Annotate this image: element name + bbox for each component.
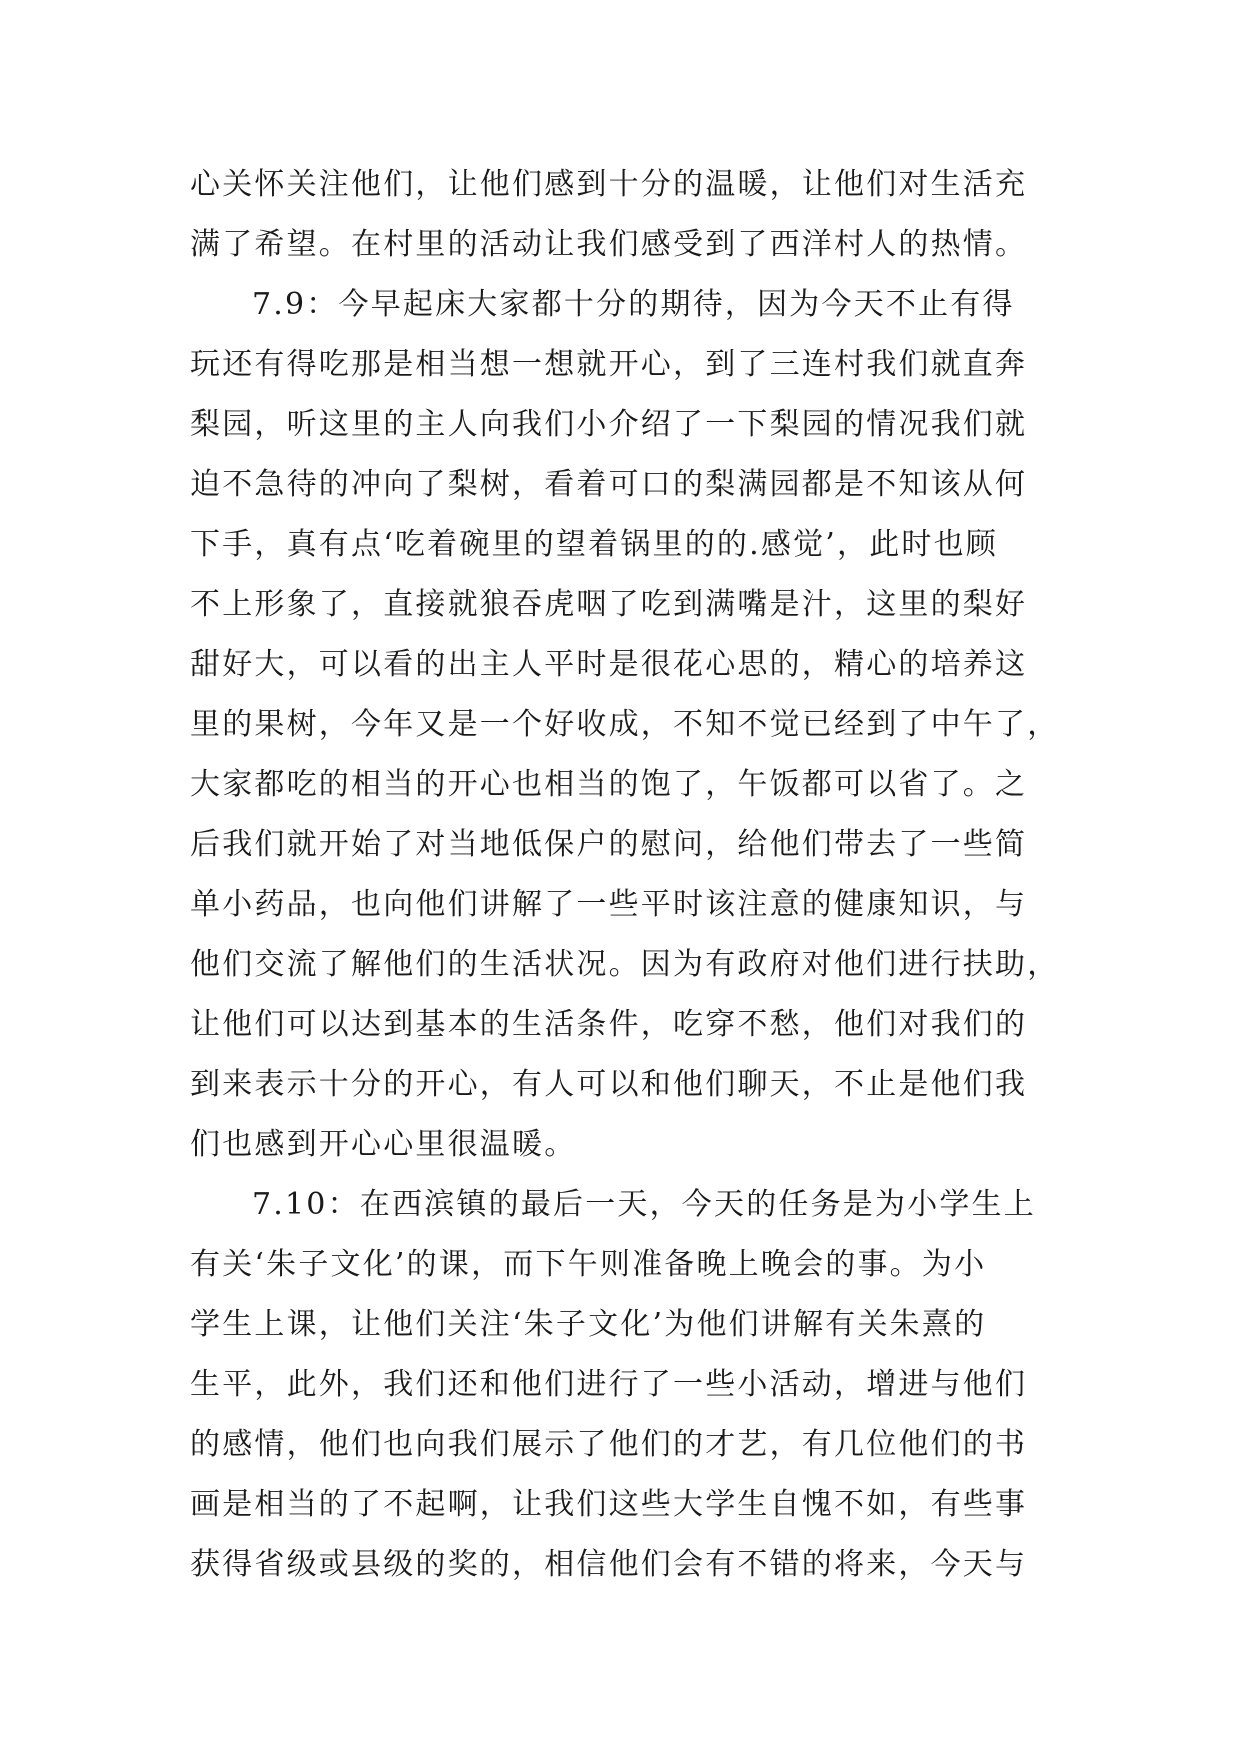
text-line: 有关‘朱子文化’的课，而下午则准备晚上晚会的事。为小	[190, 1247, 987, 1282]
text-line: 梨园，听这里的主人向我们小介绍了一下梨园的情况我们就	[190, 407, 1028, 442]
text-line: 下手，真有点‘吃着碗里的望着锅里的的.感觉’，此时也顾	[190, 527, 999, 562]
text-line: 甜好大，可以看的出主人平时是很花心思的，精心的培养这	[190, 647, 1028, 682]
text-line: 学生上课，让他们关注‘朱子文化’为他们讲解有关朱熹的	[190, 1307, 987, 1342]
text-line: 心关怀关注他们，让他们感到十分的温暖，让他们对生活充	[190, 167, 1028, 202]
text-line: 迫不急待的冲向了梨树，看着可口的梨满园都是不知该从何	[190, 467, 1028, 502]
paragraph-start-line: 7.10：在西滨镇的最后一天，今天的任务是为小学生上	[252, 1187, 1036, 1222]
text-line: 满了希望。在村里的活动让我们感受到了西洋村人的热情。	[190, 227, 1028, 262]
body-text	[190, 155, 1070, 1595]
text-line: 大家都吃的相当的开心也相当的饱了，午饭都可以省了。之	[190, 767, 1028, 802]
text-line: 画是相当的了不起啊，让我们这些大学生自愧不如，有些事	[190, 1487, 1028, 1522]
text-line: 不上形象了，直接就狼吞虎咽了吃到满嘴是汁，这里的梨好	[190, 587, 1028, 622]
text-line: 获得省级或县级的奖的，相信他们会有不错的将来，今天与	[190, 1547, 1028, 1582]
text-line: 他们交流了解他们的生活状况。因为有政府对他们进行扶助，	[190, 947, 1060, 982]
paragraph-start-line: 7.9：今早起床大家都十分的期待，因为今天不止有得	[252, 287, 1015, 322]
text-line: 们也感到开心心里很温暖。	[190, 1127, 577, 1162]
text-line: 里的果树，今年又是一个好收成，不知不觉已经到了中午了，	[190, 707, 1060, 742]
text-line: 生平，此外，我们还和他们进行了一些小活动，增进与他们	[190, 1367, 1028, 1402]
text-line: 单小药品，也向他们讲解了一些平时该注意的健康知识，与	[190, 887, 1028, 922]
text-line: 后我们就开始了对当地低保户的慰问，给他们带去了一些简	[190, 827, 1028, 862]
text-line: 让他们可以达到基本的生活条件，吃穿不愁，他们对我们的	[190, 1007, 1028, 1042]
text-line: 玩还有得吃那是相当想一想就开心，到了三连村我们就直奔	[190, 347, 1028, 382]
text-line: 到来表示十分的开心，有人可以和他们聊天，不止是他们我	[190, 1067, 1028, 1102]
text-line: 的感情，他们也向我们展示了他们的才艺，有几位他们的书	[190, 1427, 1028, 1462]
